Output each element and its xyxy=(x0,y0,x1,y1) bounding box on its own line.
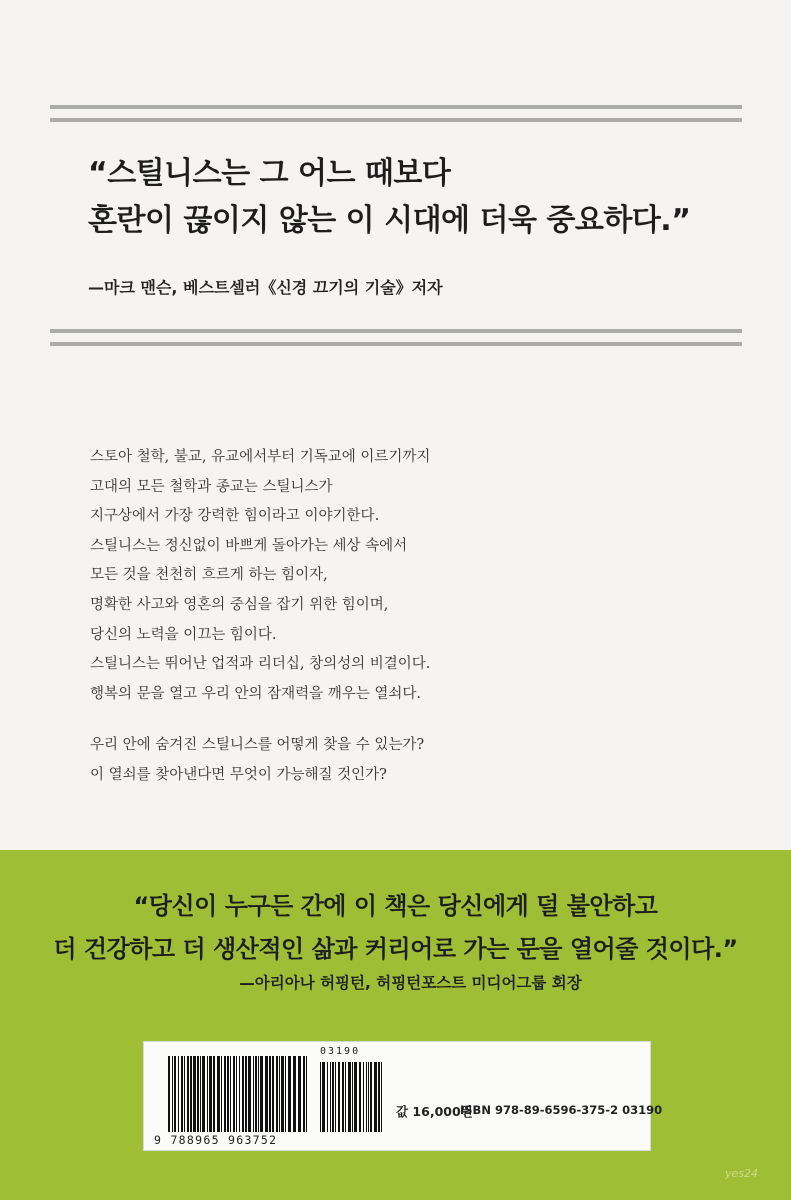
barcode-bar xyxy=(279,1056,280,1132)
quote-line: “스틸니스는 그 어느 때보다 xyxy=(88,156,451,191)
barcode-bar xyxy=(348,1062,351,1132)
body-line: 행복의 문을 열고 우리 안의 잠재력을 깨우는 열쇠다. xyxy=(90,685,422,702)
barcode-bar xyxy=(381,1062,382,1132)
barcode-bar xyxy=(303,1056,305,1132)
barcode-bar xyxy=(276,1056,278,1132)
barcode-icon xyxy=(168,1056,383,1132)
barcode-bar xyxy=(217,1056,220,1132)
barcode-bar xyxy=(370,1062,372,1132)
endorsement-quote-top xyxy=(88,150,748,244)
barcode-bar xyxy=(285,1056,286,1132)
body-line: 명확한 사고와 영혼의 중심을 잡기 위한 힘이며, xyxy=(90,596,389,613)
barcode-bar xyxy=(359,1062,361,1132)
quote-attribution-top: —마크 맨슨, 베스트셀러《신경 끄기의 기술》저자 xyxy=(88,278,443,297)
isbn-label: ISBN 978-89-6596-375-2 03190 xyxy=(460,1103,663,1117)
barcode-bar xyxy=(202,1056,205,1132)
barcode-bar xyxy=(335,1062,336,1132)
quote-attribution-bottom: —아리아나 허핑턴, 허핑턴포스트 미디어그룹 회장 xyxy=(239,974,582,992)
description-text xyxy=(90,443,710,791)
barcode-bar xyxy=(245,1056,247,1132)
barcode-bar xyxy=(248,1056,251,1132)
barcode-bar xyxy=(281,1056,284,1132)
barcode-bar xyxy=(342,1062,344,1132)
price-label: 값 16,000원 xyxy=(396,1104,473,1119)
barcode-bar xyxy=(178,1056,179,1132)
rule-line xyxy=(50,342,742,346)
barcode-bar xyxy=(332,1062,334,1132)
body-line: 스토아 철학, 불교, 유교에서부터 기독교에 이르기까지 xyxy=(90,449,431,465)
barcode-bar xyxy=(258,1056,259,1132)
rule-line xyxy=(50,118,742,122)
barcode-bar xyxy=(187,1056,189,1132)
barcode-bar xyxy=(374,1062,377,1132)
body-line: 스틸니스는 뛰어난 업적과 리더십, 창의성의 비결이다. xyxy=(90,656,431,673)
body-line: 당신의 노력을 이끄는 힘이다. xyxy=(90,626,277,643)
barcode-number: 9 788965 963752 xyxy=(154,1133,278,1147)
barcode-addon-number: 03190 xyxy=(320,1046,361,1057)
barcode-bar xyxy=(265,1056,268,1132)
body-line: 스틸니스는 정신없이 바쁘게 돌아가는 세상 속에서 xyxy=(90,537,408,554)
paragraph-gap xyxy=(90,709,710,731)
barcode-bar xyxy=(181,1056,183,1132)
barcode-bar xyxy=(255,1056,257,1132)
barcode-bar xyxy=(354,1062,357,1132)
rule-line xyxy=(50,329,742,333)
barcode-bar xyxy=(322,1062,325,1132)
barcode-bar xyxy=(236,1056,237,1132)
top-double-rule xyxy=(50,105,742,131)
barcode-bar xyxy=(213,1056,215,1132)
barcode-bar xyxy=(224,1056,226,1132)
barcode-bar xyxy=(200,1056,201,1132)
bottom-double-rule xyxy=(50,329,742,355)
barcode-bar xyxy=(172,1056,173,1132)
barcode-bar xyxy=(363,1062,364,1132)
body-line: 고대의 모든 철학과 종교는 스틸니스가 xyxy=(90,478,333,495)
barcode-bar xyxy=(306,1056,307,1132)
barcode-bar xyxy=(378,1062,380,1132)
barcode-bar xyxy=(242,1056,244,1132)
barcode-bar xyxy=(253,1056,254,1132)
barcode-bar xyxy=(288,1056,291,1132)
barcode-bar xyxy=(368,1062,369,1132)
barcode-bar xyxy=(338,1062,340,1132)
barcode-bar xyxy=(230,1056,231,1132)
body-line: 우리 안에 숨겨진 스틸니스를 어떻게 찾을 수 있는가? xyxy=(90,737,425,754)
quote-line: 혼란이 끊이지 않는 이 시대에 더욱 중요하다.” xyxy=(88,203,691,238)
rule-line xyxy=(50,105,742,109)
barcode-bar xyxy=(330,1062,331,1132)
barcode-bar xyxy=(207,1056,208,1132)
body-line: 모든 것을 천천히 흐르게 하는 힘이자, xyxy=(90,567,328,584)
barcode-bar xyxy=(197,1056,199,1132)
barcode-bar xyxy=(174,1056,176,1132)
barcode-bar xyxy=(345,1062,346,1132)
barcode-bar xyxy=(193,1056,196,1132)
barcode-bar xyxy=(260,1056,263,1132)
barcode-bar xyxy=(233,1056,235,1132)
body-line: 지구상에서 가장 강력한 힘이라고 이야기한다. xyxy=(90,508,380,525)
barcode-bar xyxy=(366,1062,367,1132)
barcode-bar xyxy=(298,1056,301,1132)
barcode-bar xyxy=(190,1056,192,1132)
barcode-bar xyxy=(221,1056,222,1132)
barcode-bar xyxy=(184,1056,185,1132)
barcode-bar xyxy=(327,1062,328,1132)
quote-line: “당신이 누구든 간에 이 책은 당신에게 덜 불안하고 xyxy=(133,892,658,920)
barcode-bar xyxy=(320,1062,321,1132)
barcode-bar xyxy=(293,1056,296,1132)
barcode-bar xyxy=(352,1062,353,1132)
watermark: yes24 xyxy=(725,1167,759,1180)
quote-line: 더 건강하고 더 생산적인 삶과 커리어로 가는 문을 열어줄 것이다.” xyxy=(53,935,738,963)
endorsement-quote-bottom xyxy=(0,885,791,971)
barcode-bar xyxy=(227,1056,229,1132)
barcode-bar xyxy=(209,1056,212,1132)
barcode-bar xyxy=(239,1056,240,1132)
barcode-bar xyxy=(168,1056,170,1132)
body-line: 이 열쇠를 찾아낸다면 무엇이 가능해질 것인가? xyxy=(90,766,387,783)
barcode-bar xyxy=(269,1056,271,1132)
barcode-bar xyxy=(272,1056,274,1132)
